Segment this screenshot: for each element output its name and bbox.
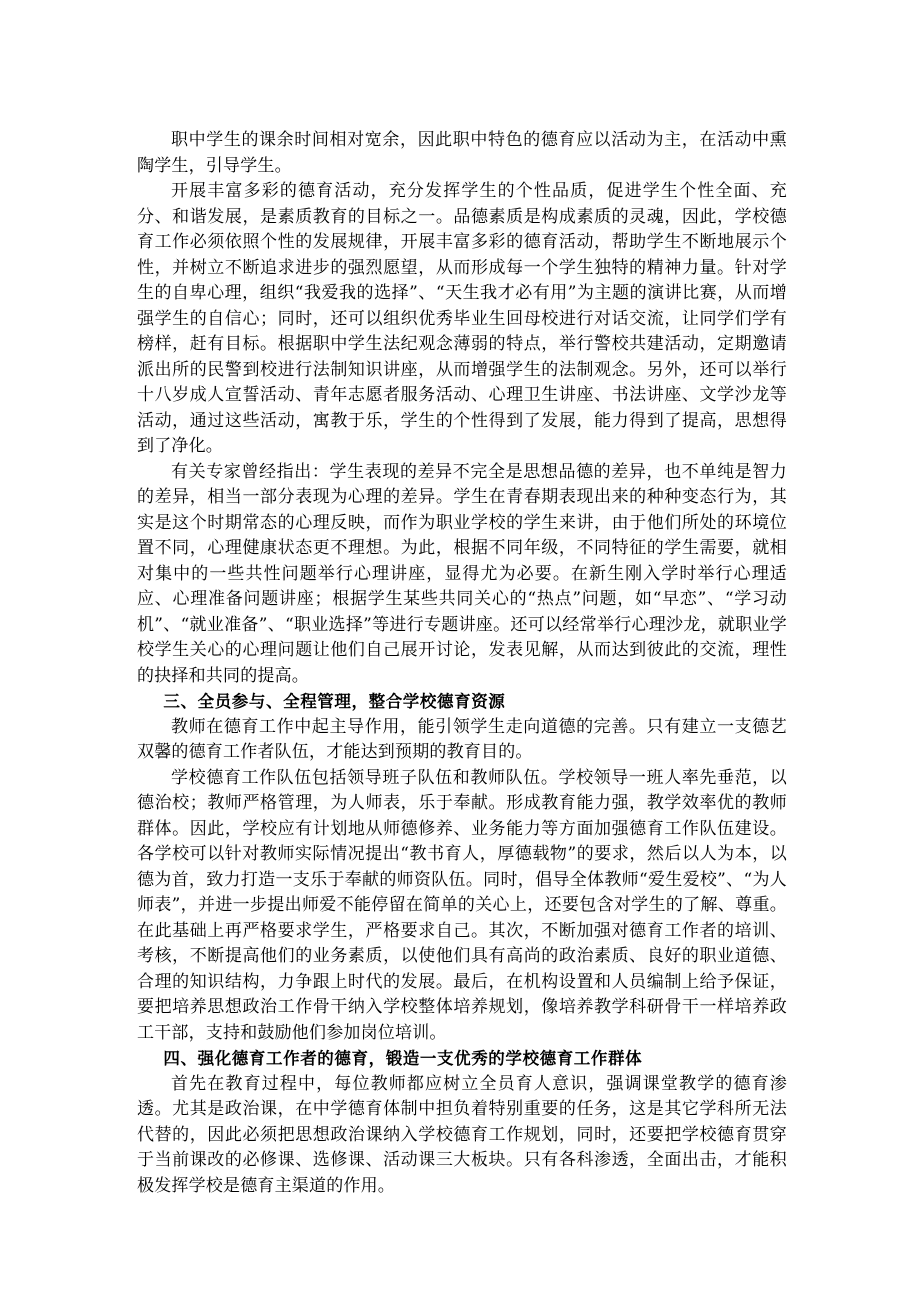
paragraph-activities-intro: 职中学生的课余时间相对宽余，因此职中特色的德育应以活动为主，在活动中熏陶学生，引导学生。 <box>137 130 787 176</box>
paragraph-classroom-infiltration: 首先在教育过程中，每位教师都应树立全员育人意识，强调课堂教学的德育渗透。尤其是政治课，在中学德育体制中担负着特别重要的任务，这是其它学科所无法代替的，因此必须把思想政治课纳入学校德育工作规划，同时，还要把学校德育贯穿于当前课改的必修课、选修课、活动课三大板块。只有各科渗透，全面出击，才能积极发挥学校是德育主渠道的作用。 <box>137 1073 787 1196</box>
paragraph-psychology-lectures: 有关专家曾经指出：学生表现的差异不完全是思想品德的差异，也不单纯是智力的差异，相当一部分表现为心理的差异。学生在青春期表现出来的种种变态行为，其实是这个时期常态的心理反映，而作为职业学校的学生来讲，由于他们所处的环境位置不同，心理健康状态更不理想。为此，根据不同年级，不同特征的学生需要，就相对集中的一些共性问题举行心理讲座，显得尤为必要。在新生刚入学时举行心理适应、心理准备问题讲座；根据学生某些共同关心的“热点”问题，如“早恋”、“学习动机”、“就业准备”、“职业选择”等进行专题讲座。还可以经常举行心理沙龙，就职业学校学生关心的心理问题让他们自己展开讨论，发表见解，从而达到彼此的交流，理性的抉择和共同的提高。 <box>137 461 787 686</box>
section-heading-4: 四、强化德育工作者的德育，锻造一支优秀的学校德育工作群体 <box>163 1049 643 1068</box>
paragraph-teacher-role: 教师在德育工作中起主导作用，能引领学生走向道德的完善。只有建立一支德艺双馨的德育工作者队伍，才能达到预期的教育目的。 <box>137 716 787 762</box>
paragraph-teacher-team: 学校德育工作队伍包括领导班子队伍和教师队伍。学校领导一班人率先垂范，以德治校；教师严格管理，为人师表，乐于奉献。形成教育能力强，教学效率优的教师群体。因此，学校应有计划地从师德修养、业务能力等方面加强德育工作队伍建设。各学校可以针对教师实际情况提出“教书育人，厚德载物”的要求，然后以人为本，以德为首，致力打造一支乐于奉献的师资队伍。同时，倡导全体教师“爱生爱校”、“为人师表”，并进一步提出师爱不能停留在简单的关心上，还要包含对学生的了解、尊重。在此基础上再严格要求学生，严格要求自己。其次，不断加强对德育工作者的培训、考核，不断提高他们的业务素质，以使他们具有高尚的政治素质、良好的职业道德、合理的知识结构，力争跟上时代的发展。最后，在机构设置和人员编制上给予保证，要把培养思想政治工作骨干纳入学校整体培养规划，像培养教学科研骨干一样培养政工干部，支持和鼓励他们参加岗位培训。 <box>137 767 787 1043</box>
paragraph-moral-activities: 开展丰富多彩的德育活动，充分发挥学生的个性品质，促进学生个性全面、充分、和谐发展，是素质教育的目标之一。品德素质是构成素质的灵魂，因此，学校德育工作必须依照个性的发展规律，开展丰富多彩的德育活动，帮助学生不断地展示个性，并树立不断追求进步的强烈愿望，从而形成每一个学生独特的精神力量。针对学生的自卑心理，组织“我爱我的选择”、“天生我才必有用”为主题的演讲比赛，从而增强学生的自信心；同时，还可以组织优秀毕业生回母校进行对话交流，让同学们学有榜样，赶有目标。根据职中学生法纪观念薄弱的特点，举行警校共建活动，定期邀请派出所的民警到校进行法制知识讲座，从而增强学生的法制观念。另外，还可以举行十八岁成人宣誓活动、青年志愿者服务活动、心理卫生讲座、书法讲座、文学沙龙等活动，通过这些活动，寓教于乐，学生的个性得到了发展，能力得到了提高，思想得到了净化。 <box>137 181 787 456</box>
document-page <box>137 128 787 1199</box>
section-heading-3: 三、全员参与、全程管理，整合学校德育资源 <box>163 692 506 711</box>
